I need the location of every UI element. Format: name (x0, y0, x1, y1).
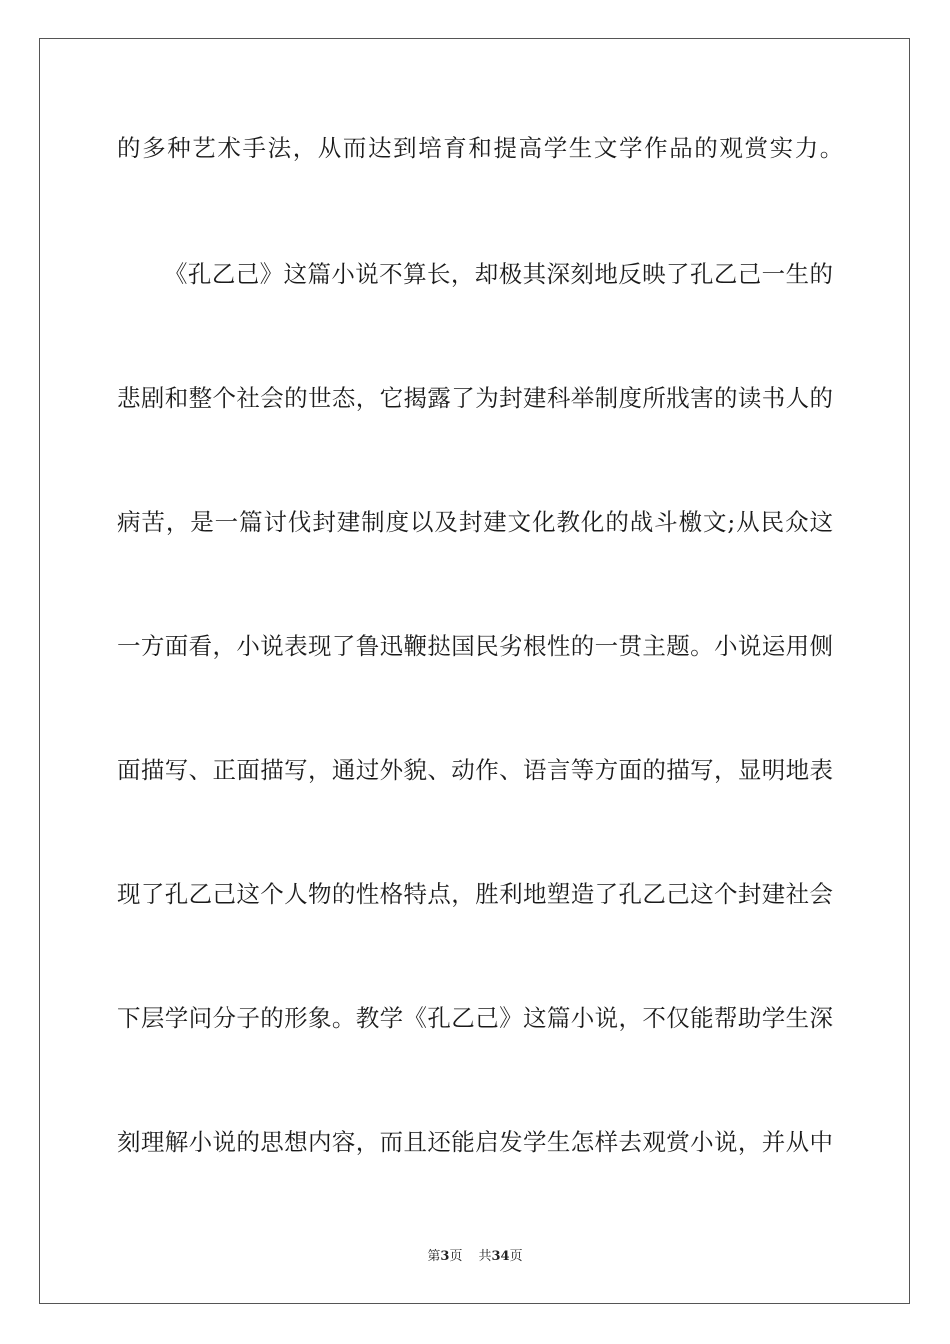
text-line-6: 面描写、正面描写，通过外貌、动作、语言等方面的描写，显明地表 (117, 756, 833, 784)
text-line-7: 现了孔乙己这个人物的性格特点，胜利地塑造了孔乙己这个封建社会 (117, 880, 833, 908)
text-line-5: 一方面看，小说表现了鲁迅鞭挞国民劣根性的一贯主题。小说运用侧 (117, 632, 833, 660)
page-number: 3 (440, 1249, 450, 1264)
page-footer (0, 1245, 950, 1264)
page-suffix: 页 (449, 1249, 463, 1264)
total-pages: 34 (491, 1249, 510, 1264)
text-line-8: 下层学问分子的形象。教学《孔乙己》这篇小说，不仅能帮助学生深 (117, 1004, 833, 1032)
text-line-4: 病苦，是一篇讨伐封建制度以及封建文化教化的战斗檄文;从民众这 (117, 508, 833, 536)
text-line-2: 《孔乙己》这篇小说不算长，却极其深刻地反映了孔乙己一生的 (164, 260, 833, 288)
text-line-9: 刻理解小说的思想内容，而且还能启发学生怎样去观赏小说，并从中 (117, 1128, 833, 1156)
text-line-1: 的多种艺术手法，从而达到培育和提高学生文学作品的观赏实力。 (117, 134, 845, 162)
total-suffix: 页 (509, 1249, 523, 1264)
text-line-3: 悲剧和整个社会的世态，它揭露了为封建科举制度所戕害的读书人的 (117, 384, 833, 412)
page-prefix: 第 (427, 1249, 441, 1264)
page-border (39, 38, 910, 1304)
total-prefix: 共 (478, 1249, 492, 1264)
